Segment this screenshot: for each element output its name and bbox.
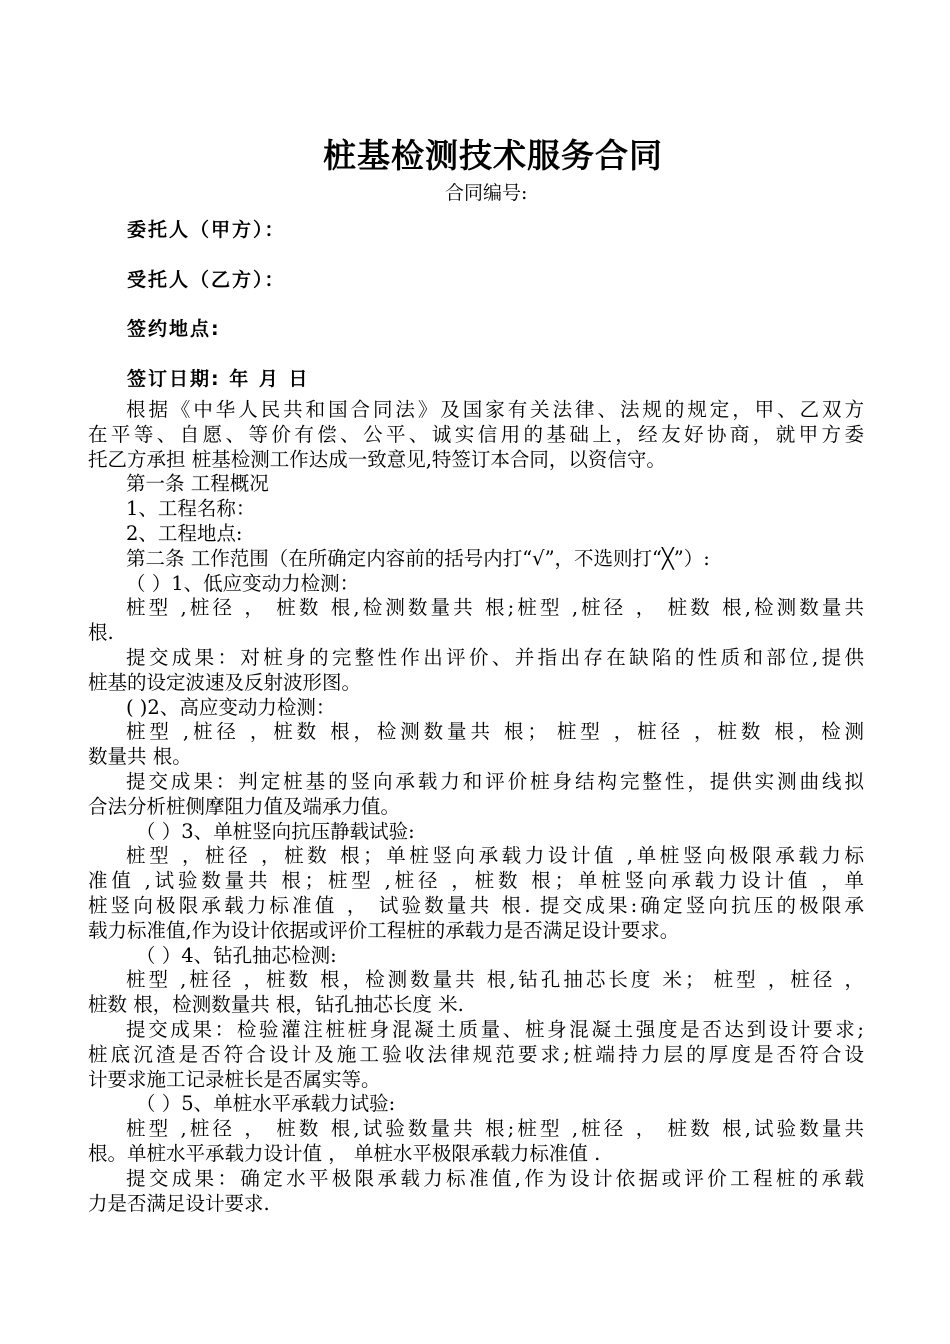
document-title: 桩基检测技术服务合同 [323,136,663,175]
body-line: 提交成果：对桩身的完整性作出评价、并指出存在缺陷的性质和部位,提供 [126,645,864,669]
client-field: 委托人（甲方）： [127,219,286,241]
body-line: 根据《中华人民共和国合同法》及国家有关法律、法规的规定，甲、乙双方 [126,398,864,421]
body-line: 桩竖向极限承载力标准值 ， 试验数量共 根. 提交成果:确定竖向抗压的极限承 [88,893,864,917]
body-line: 载力标准值,作为设计依据或评价工程桩的承载力是否满足设计要求。 [88,918,680,942]
body-line: 桩型 ,桩径 ， 桩数 根,检测数量共 根;桩型 ,桩径 ， 桩数 根,检测数量共 [126,596,864,620]
body-line: （ ）5、单桩水平承载力试验: [136,1092,396,1116]
body-line: 桩型 ,桩径 ，桩数 根，检测数量共 根,钻孔抽芯长度 米； 桩型 ，桩径 ， [126,968,864,992]
body-line: 桩数 根，检测数量共 根，钻孔抽芯长度 米. [88,993,464,1017]
body-line: 第一条 工程概况 [126,472,269,496]
signing-place-field: 签约地点: [127,318,221,340]
body-line: 托乙方承担 桩基检测工作达成一致意见,特签订本合同，以资信守。 [88,447,666,471]
body-line: 提交成果：判定桩基的竖向承载力和评价桩身结构完整性，提供实测曲线拟 [126,769,864,793]
body-line: 第二条 工作范围（在所确定内容前的括号内打“√”，不选则打“╳”）: [126,546,710,570]
body-line: 准值 ,试验数量共 根；桩型 ,桩径 ，桩数 根；单桩竖向承载力设计值 ，单 [88,869,864,893]
body-line: 合法分析桩侧摩阻力值及端承力值。 [88,794,401,818]
body-line: 桩基的设定波速及反射波形图。 [88,670,362,694]
contract-number-label: 合同编号: [445,182,528,204]
body-line: 提交成果：确定水平极限承载力标准值,作为设计依据或评价工程桩的承载 [126,1166,864,1190]
body-line: 力是否满足设计要求. [88,1191,270,1215]
body-line: 在平等、自愿、等价有偿、公平、诚实信用的基础上，经友好协商，就甲方委 [88,422,864,446]
body-line: ( )2、高应变动力检测： [126,695,336,719]
body-line: 数量共 根。 [88,745,192,769]
body-line: 桩底沉渣是否符合设计及施工验收法律规范要求;桩端持力层的厚度是否符合设 [88,1042,864,1066]
body-line: 根。单桩水平承载力设计值 ， 单桩水平极限承载力标准值 . [88,1141,601,1165]
body-line: 2、工程地点: [126,521,243,545]
body-line: 计要求施工记录桩长是否属实等。 [88,1067,381,1091]
body-line: 桩型 ，桩径 ，桩数 根；单桩竖向承载力设计值 ,单桩竖向极限承载力标 [126,844,864,868]
body-line: 桩型 ,桩径 ， 桩数 根,试验数量共 根;桩型 ,桩径 ， 桩数 根,试验数量共 [126,1117,864,1141]
body-line: （ ）3、单桩竖向抗压静载试验: [136,819,415,843]
body-line: 提交成果：检验灌注桩桩身混凝土质量、桩身混凝土强度是否达到设计要求; [126,1017,864,1041]
contract-body [88,398,864,1216]
body-line: 1、工程名称： [126,497,256,521]
body-line: 根. [88,621,114,645]
body-line: （ ）1、低应变动力检测： [126,571,360,595]
contractor-field: 受托人（乙方）： [127,269,286,291]
signing-date-field: 签订日期: 年 月 日 [127,368,310,390]
body-line: 桩型 ,桩径 ，桩数 根，检测数量共 根； 桩型 ，桩径 ，桩数 根，检测 [126,720,864,744]
body-line: （ ）4、钻孔抽芯检测: [136,943,337,967]
